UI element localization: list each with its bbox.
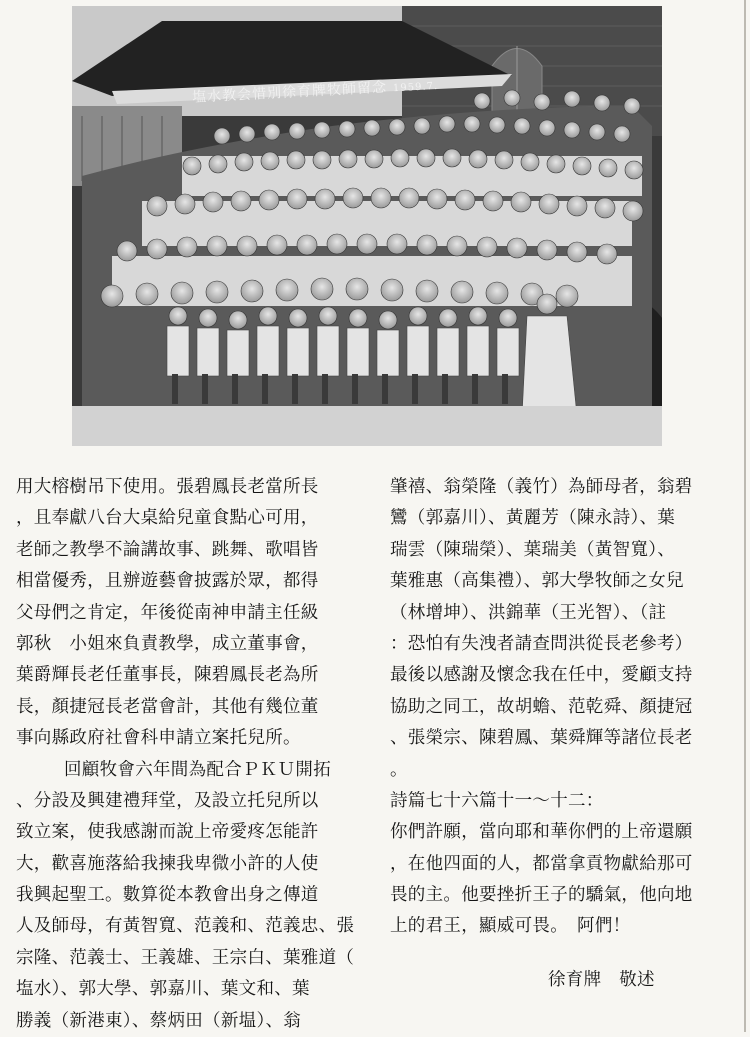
text-line: 人及師母，有黃智寬、范義和、范義忠、張	[16, 916, 355, 937]
text-line: 致立案，使我感謝而說上帝愛疼怎能許	[16, 822, 319, 843]
text-line: 、張榮宗、陳碧鳳、葉舜輝等諸位長老	[390, 728, 693, 749]
text-line: 相當優秀，且辦遊藝會披露於眾，都得	[16, 571, 319, 592]
right-text-column	[390, 472, 735, 996]
scripture-line: ，在他四面的人，都當拿貢物獻給那可	[390, 853, 693, 874]
text-line: ：恐怕有失洩者請查問洪從長老參考）	[390, 633, 693, 654]
text-line: 塩水）、郭大學、郭嘉川、葉文和、葉	[16, 979, 310, 1000]
text-line: 葉雅惠（高集禮）、郭大學牧師之女兒	[390, 571, 684, 592]
text-line: 大，歡喜施落給我揀我卑微小許的人使	[16, 853, 319, 874]
text-line: 最後以感謝及懷念我在任中，愛顧支持	[390, 665, 693, 686]
text-line: 、分設及興建禮拜堂，及設立托兒所以	[16, 790, 319, 811]
scripture-line: 你們許願，當向耶和華你們的上帝還願	[390, 822, 693, 843]
text-line: 父母們之肯定，年後從南神申請主任級	[16, 602, 319, 623]
scripture-line: 畏的主。他要挫折王子的驕氣，他向地	[390, 885, 693, 906]
scripture-line: 上的君王，顯威可畏。 阿們！	[390, 916, 631, 937]
page-edge	[744, 0, 746, 1032]
text-line: 葉爵輝長老任董事長，陳碧鳳長老為所	[16, 665, 319, 686]
text-line: 肇禧、翁榮隆（義竹）為師母者，翁碧	[390, 477, 693, 497]
group-photo	[72, 6, 662, 446]
left-text-column	[16, 472, 366, 1037]
text-line: 長，顏捷冠長老當會計，其他有幾位董	[16, 696, 319, 717]
text-line: （林增坤）、洪錦華（王光智）、（註	[390, 602, 667, 623]
text-line: 宗隆、范義士、王義雄、王宗白、葉雅道（	[16, 947, 355, 968]
text-line: 事向縣政府社會科申請立案托兒所。	[16, 728, 301, 749]
paragraph-start-line: 回顧牧會六年間為配合ＰＫＵ開拓	[64, 759, 331, 780]
text-line: ，且奉獻八台大桌給兒童食點心可用，	[16, 508, 319, 529]
photo-illustration	[72, 6, 662, 446]
scripture-reference: 詩篇七十六篇十一～十二：	[390, 790, 604, 811]
text-line: 瑞雲（陳瑞榮）、葉瑞美（黃智寬）、	[390, 539, 676, 560]
author-signature: 徐育牌 敬述	[548, 969, 655, 990]
text-line: 用大榕樹吊下使用。張碧鳳長老當所長	[16, 477, 319, 497]
text-line: 我興起聖工。數算從本教會出身之傳道	[16, 885, 319, 906]
text-line: 勝義（新港東）、蔡炳田（新塭）、翁	[16, 1010, 302, 1031]
caption-text: 塩水教会惜別徐育牌牧師留念	[191, 79, 388, 106]
text-line: 協助之同工，故胡蟾、范乾舜、顏捷冠	[390, 696, 693, 717]
text-line: 郭秋 小姐來負責教學，成立董事會，	[16, 633, 319, 654]
text-line: 鸞（郭嘉川）、黃麗芳（陳永詩）、葉	[390, 508, 676, 529]
text-line: 。	[390, 759, 408, 780]
text-line: 老師之教學不論講故事、跳舞、歌唱皆	[16, 539, 319, 560]
caption-date: 1959.7.	[392, 80, 439, 95]
